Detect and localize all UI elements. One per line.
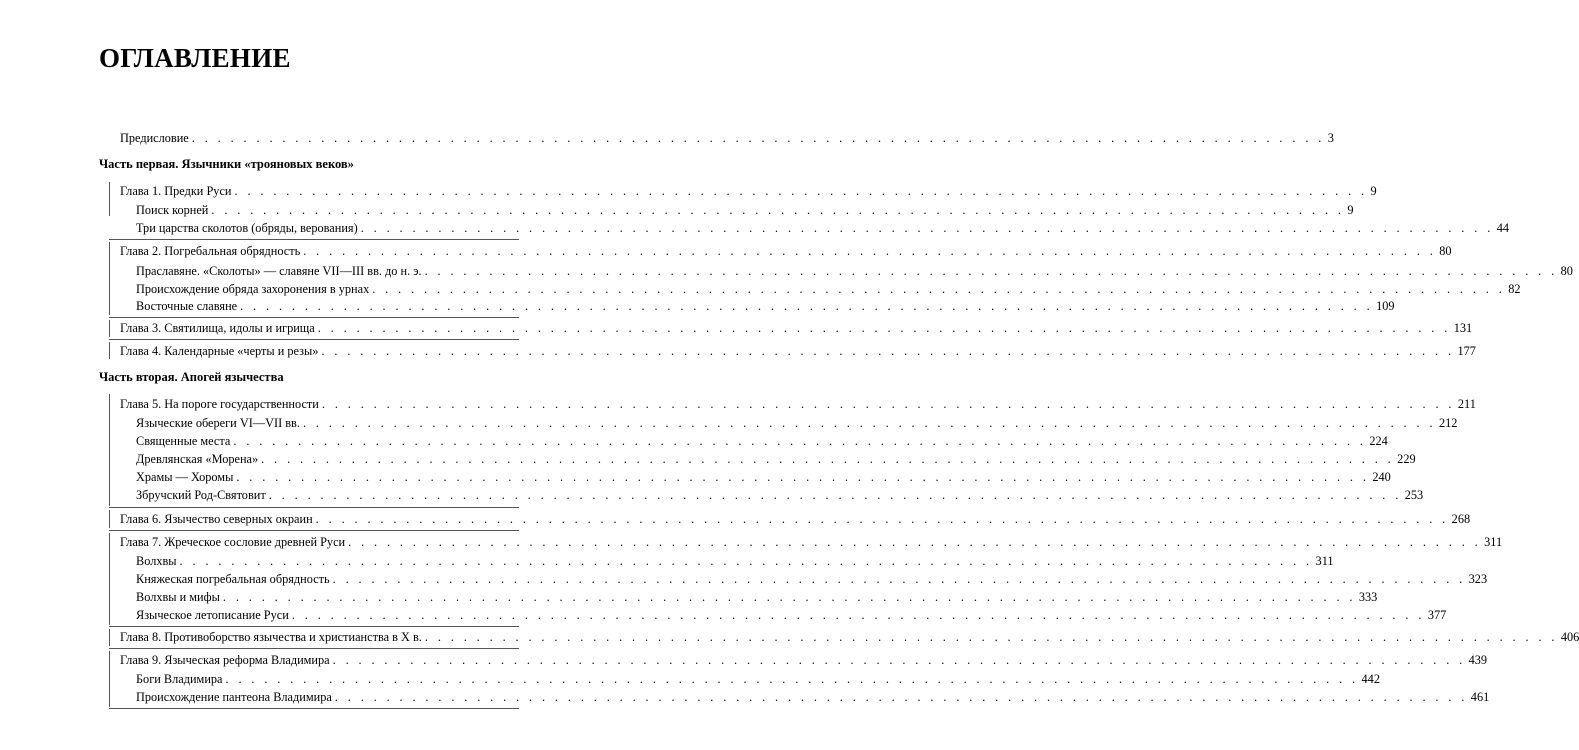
- page-number: 224: [1369, 434, 1388, 448]
- toc-chapter[interactable]: [120, 534, 1503, 551]
- entry-label: Глава 4. Календарные «черты и резы»: [120, 344, 319, 358]
- entry-label: Глава 1. Предки Руси: [120, 184, 232, 198]
- entry-label: Предисловие: [120, 131, 189, 145]
- leader-dots: . . . . . . . . . . . . . . . . . . . . . . . . . . . . . . . . . . . . . . . . . . . . . . . . . . . . . . . . . . . . . . . . . . . . . . . . . . . . . . . . . . . . . . . .: [317, 321, 1451, 335]
- page-number: 212: [1438, 416, 1458, 430]
- leader-dots: . . . . . . . . . . . . . . . . . . . . . . . . . . . . . . . . . . . . . . . . . . . . . . . . . . . . . . . . . . . . . . . . . . . . . . . . . . . . . . . . . . . . . . . .: [334, 690, 1468, 704]
- page-number: 177: [1457, 344, 1476, 358]
- entry-label: Происхождение обряда захоронения в урнах: [136, 282, 370, 296]
- page-number: 44: [1496, 221, 1509, 235]
- page-number: 442: [1361, 672, 1380, 686]
- chapter-divider: [109, 339, 519, 340]
- chapter-bracket: [109, 182, 110, 216]
- toc-section[interactable]: [136, 571, 1488, 588]
- leader-dots: . . . . . . . . . . . . . . . . . . . . . . . . . . . . . . . . . . . . . . . . . . . . . . . . . . . . . . . . . . . . . . . . . . . . . . . . . . . . . . . . . . . . . . . .: [222, 590, 1356, 604]
- leader-dots: . . . . . . . . . . . . . . . . . . . . . . . . . . . . . . . . . . . . . . . . . . . . . . . . . . . . . . . . . . . . . . . . . . . . . . . . . . . . . . . . . . . . . . . .: [332, 653, 1466, 667]
- leader-dots: . . . . . . . . . . . . . . . . . . . . . . . . . . . . . . . . . . . . . . . . . . . . . . . . . . . . . . . . . . . . . . . . . . . . . . . . . . . . . . . . . . . . . . . .: [234, 184, 1368, 198]
- toc-chapter[interactable]: [120, 320, 1473, 337]
- leader-dots: . . . . . . . . . . . . . . . . . . . . . . . . . . . . . . . . . . . . . . . . . . . . . . . . . . . . . . . . . . . . . . . . . . . . . . . . . . . . . . . . . . . . . . . .: [303, 244, 1437, 258]
- page-number: 311: [1484, 535, 1503, 549]
- page-number: 3: [1327, 131, 1334, 145]
- entry-label: Поиск корней: [136, 203, 209, 217]
- page-number: 268: [1451, 512, 1471, 526]
- entry-label: Языческие обереги VI—VII вв.: [136, 416, 300, 430]
- page-number: 253: [1404, 488, 1424, 502]
- entry-label: Глава 7. Жреческое сословие древней Руси: [120, 535, 346, 549]
- page-number: 9: [1347, 203, 1354, 217]
- chapter-bracket: [109, 342, 110, 359]
- page-number: 211: [1457, 397, 1476, 411]
- chapter-bracket: [109, 651, 110, 707]
- entry-label: Глава 2. Погребальная обрядность: [120, 244, 301, 258]
- toc-chapter[interactable]: [120, 183, 1377, 200]
- toc-chapter[interactable]: [120, 243, 1452, 260]
- leader-dots: . . . . . . . . . . . . . . . . . . . . . . . . . . . . . . . . . . . . . . . . . . . . . . . . . . . . . . . . . . . . . . . . . . . . . . . . . . . . . . . . . . . . . . . .: [191, 131, 1325, 145]
- toc-chapter[interactable]: [120, 652, 1488, 669]
- entry-label: Глава 5. На пороге государственности: [120, 397, 319, 411]
- toc-section[interactable]: [136, 415, 1458, 432]
- entry-label: Глава 3. Святилища, идолы и игрища: [120, 321, 315, 335]
- entry-label: Глава 9. Языческая реформа Владимира: [120, 653, 330, 667]
- page-number: 323: [1468, 572, 1488, 586]
- leader-dots: . . . . . . . . . . . . . . . . . . . . . . . . . . . . . . . . . . . . . . . . . . . . . . . . . . . . . . . . . . . . . . . . . . . . . . . . . . . . . . . . . . . . . . . .: [225, 672, 1359, 686]
- page-number: 461: [1470, 690, 1490, 704]
- entry-label: Збручский Род-Святовит: [136, 488, 266, 502]
- toc-section[interactable]: [136, 607, 1447, 624]
- leader-dots: . . . . . . . . . . . . . . . . . . . . . . . . . . . . . . . . . . . . . . . . . . . . . . . . . . . . . . . . . . . . . . . . . . . . . . . . . . . . . . . . . . . . . . . .: [179, 554, 1313, 568]
- page-number: 82: [1508, 282, 1521, 296]
- leader-dots: . . . . . . . . . . . . . . . . . . . . . . . . . . . . . . . . . . . . . . . . . . . . . . . . . . . . . . . . . . . . . . . . . . . . . . . . . . . . . . . . . . . . . . . .: [321, 397, 1455, 411]
- page-number: 80: [1560, 264, 1573, 278]
- chapter-divider: [109, 708, 519, 709]
- entry-label: Происхождение пантеона Владимира: [136, 690, 332, 704]
- page-number: 311: [1315, 554, 1334, 568]
- chapter-bracket: [109, 510, 110, 528]
- page-number: 131: [1453, 321, 1473, 335]
- page-number: 9: [1370, 184, 1377, 198]
- chapter-divider: [109, 507, 519, 508]
- page-number: 109: [1376, 299, 1395, 313]
- entry-label: Волхвы и мифы: [136, 590, 220, 604]
- toc-chapter[interactable]: [120, 629, 1579, 646]
- leader-dots: . . . . . . . . . . . . . . . . . . . . . . . . . . . . . . . . . . . . . . . . . . . . . . . . . . . . . . . . . . . . . . . . . . . . . . . . . . . . . . . . . . . . . . . .: [348, 535, 1482, 549]
- toc-section[interactable]: [136, 263, 1573, 280]
- page-number: 229: [1397, 452, 1416, 466]
- leader-dots: . . . . . . . . . . . . . . . . . . . . . . . . . . . . . . . . . . . . . . . . . . . . . . . . . . . . . . . . . . . . . . . . . . . . . . . . . . . . . . . . . . . . . . . .: [332, 572, 1466, 586]
- entry-label: Восточные славяне: [136, 299, 238, 313]
- toc-entry-preface[interactable]: [120, 130, 1334, 147]
- page-number: 333: [1358, 590, 1378, 604]
- chapter-divider: [109, 317, 519, 318]
- entry-label: Древлянская «Морена»: [136, 452, 259, 466]
- leader-dots: . . . . . . . . . . . . . . . . . . . . . . . . . . . . . . . . . . . . . . . . . . . . . . . . . . . . . . . . . . . . . . . . . . . . . . . . . . . . . . . . . . . . . . . .: [360, 221, 1494, 235]
- toc-section[interactable]: [136, 202, 1354, 219]
- leader-dots: . . . . . . . . . . . . . . . . . . . . . . . . . . . . . . . . . . . . . . . . . . . . . . . . . . . . . . . . . . . . . . . . . . . . . . . . . . . . . . . . . . . . . . . .: [233, 434, 1367, 448]
- entry-label: Волхвы: [136, 554, 177, 568]
- toc-chapter[interactable]: [120, 343, 1476, 360]
- chapter-bracket: [109, 533, 110, 625]
- toc-section[interactable]: [136, 671, 1380, 688]
- page-number: 377: [1427, 608, 1447, 622]
- leader-dots: . . . . . . . . . . . . . . . . . . . . . . . . . . . . . . . . . . . . . . . . . . . . . . . . . . . . . . . . . . . . . . . . . . . . . . . . . . . . . . . . . . . . . . . .: [211, 203, 1345, 217]
- chapter-bracket: [109, 242, 110, 315]
- entry-label: Храмы — Хоромы: [136, 470, 234, 484]
- page-number: 80: [1439, 244, 1452, 258]
- entry-label: Праславяне. «Сколоты» — славяне VII—III вв. до н. э.: [136, 264, 422, 278]
- entry-label: Боги Владимира: [136, 672, 223, 686]
- page-title: ОГЛАВЛЕНИЕ: [99, 43, 291, 73]
- toc-section[interactable]: [136, 451, 1416, 468]
- page-number: 439: [1468, 653, 1488, 667]
- part-heading: Часть вторая. Апогей язычества: [99, 370, 284, 384]
- chapter-divider: [109, 239, 519, 240]
- chapter-divider: [109, 530, 519, 531]
- toc-section[interactable]: [136, 689, 1490, 706]
- toc-section[interactable]: [136, 469, 1391, 486]
- toc-section[interactable]: [136, 553, 1334, 570]
- page-number: 406: [1560, 630, 1579, 644]
- leader-dots: . . . . . . . . . . . . . . . . . . . . . . . . . . . . . . . . . . . . . . . . . . . . . . . . . . . . . . . . . . . . . . . . . . . . . . . . . . . . . . . . . . . . . . . .: [302, 416, 1436, 430]
- entry-label: Глава 8. Противоборство язычества и христианства в X в.: [120, 630, 422, 644]
- leader-dots: . . . . . . . . . . . . . . . . . . . . . . . . . . . . . . . . . . . . . . . . . . . . . . . . . . . . . . . . . . . . . . . . . . . . . . . . . . . . . . . . . . . . . . . .: [240, 299, 1374, 313]
- part-heading: Часть первая. Язычники «трояновых веков»: [99, 157, 354, 171]
- leader-dots: . . . . . . . . . . . . . . . . . . . . . . . . . . . . . . . . . . . . . . . . . . . . . . . . . . . . . . . . . . . . . . . . . . . . . . . . . . . . . . . . . . . . . . . .: [321, 344, 1455, 358]
- toc-section[interactable]: [136, 298, 1395, 315]
- toc-section[interactable]: [136, 281, 1521, 298]
- chapter-bracket: [109, 320, 110, 337]
- toc-section[interactable]: [136, 220, 1509, 237]
- leader-dots: . . . . . . . . . . . . . . . . . . . . . . . . . . . . . . . . . . . . . . . . . . . . . . . . . . . . . . . . . . . . . . . . . . . . . . . . . . . . . . . . . . . . . . . .: [291, 608, 1425, 622]
- chapter-bracket: [109, 629, 110, 646]
- entry-label: Глава 6. Язычество северных окраин: [120, 512, 313, 526]
- entry-label: Священные места: [136, 434, 231, 448]
- chapter-bracket: [109, 394, 110, 506]
- toc-section[interactable]: [136, 589, 1378, 606]
- entry-label: Княжеская погребальная обрядность: [136, 572, 330, 586]
- leader-dots: . . . . . . . . . . . . . . . . . . . . . . . . . . . . . . . . . . . . . . . . . . . . . . . . . . . . . . . . . . . . . . . . . . . . . . . . . . . . . . . . . . . . . . . .: [236, 470, 1370, 484]
- page-number: 240: [1372, 470, 1391, 484]
- leader-dots: . . . . . . . . . . . . . . . . . . . . . . . . . . . . . . . . . . . . . . . . . . . . . . . . . . . . . . . . . . . . . . . . . . . . . . . . . . . . . . . . . . . . . . . .: [424, 264, 1558, 278]
- toc-chapter[interactable]: [120, 511, 1471, 528]
- leader-dots: . . . . . . . . . . . . . . . . . . . . . . . . . . . . . . . . . . . . . . . . . . . . . . . . . . . . . . . . . . . . . . . . . . . . . . . . . . . . . . . . . . . . . . . .: [261, 452, 1395, 466]
- toc-section[interactable]: [136, 487, 1424, 504]
- entry-label: Три царства сколотов (обряды, верования): [136, 221, 358, 235]
- leader-dots: . . . . . . . . . . . . . . . . . . . . . . . . . . . . . . . . . . . . . . . . . . . . . . . . . . . . . . . . . . . . . . . . . . . . . . . . . . . . . . . . . . . . . . . .: [268, 488, 1402, 502]
- toc-chapter[interactable]: [120, 396, 1476, 413]
- leader-dots: . . . . . . . . . . . . . . . . . . . . . . . . . . . . . . . . . . . . . . . . . . . . . . . . . . . . . . . . . . . . . . . . . . . . . . . . . . . . . . . . . . . . . . . .: [424, 630, 1558, 644]
- entry-label: Языческое летописание Руси: [136, 608, 289, 622]
- toc-section[interactable]: [136, 433, 1388, 450]
- chapter-divider: [109, 626, 519, 627]
- leader-dots: . . . . . . . . . . . . . . . . . . . . . . . . . . . . . . . . . . . . . . . . . . . . . . . . . . . . . . . . . . . . . . . . . . . . . . . . . . . . . . . . . . . . . . . .: [372, 282, 1506, 296]
- leader-dots: . . . . . . . . . . . . . . . . . . . . . . . . . . . . . . . . . . . . . . . . . . . . . . . . . . . . . . . . . . . . . . . . . . . . . . . . . . . . . . . . . . . . . . . .: [315, 512, 1449, 526]
- chapter-divider: [109, 648, 519, 649]
